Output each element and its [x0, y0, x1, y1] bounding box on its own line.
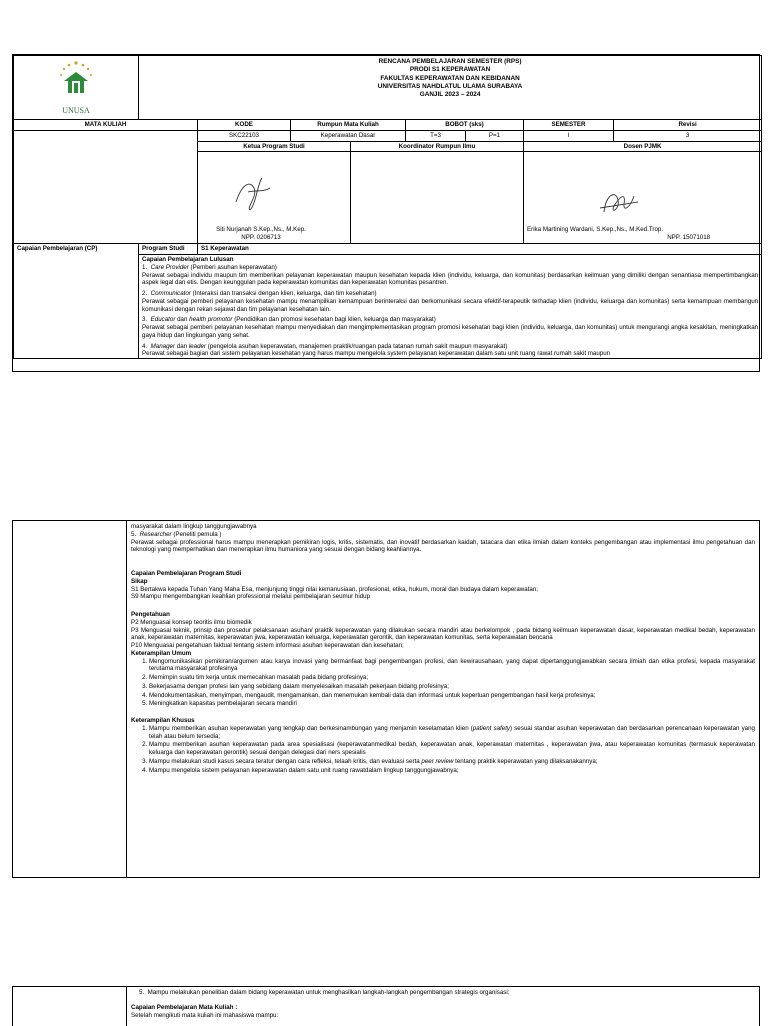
ku-item: 4. Mendokumentasikan, menyimpan, mengaudit, mengamankan, dan menemukan kembali data dan informasi untuk keperluan pengembangan hasil kerja profesinya; — [149, 692, 755, 700]
rps-page-1 — [12, 54, 760, 372]
kaprodi-signature — [228, 174, 278, 214]
kk-title: Keterampilan Khusus — [131, 717, 195, 724]
kode-value: SKC22103 — [198, 130, 291, 141]
cpl-text-4: Perawat sebagai bagian dari sistem pelayanan kesehatan yang harus mampu mengelola system pelayanan keperawatan dalam satu unit ruang rawat rumah sakit maupun — [142, 350, 611, 358]
kaprodi-name: Siti Nurjanah S.Kep.,Ns., M.Kep. — [216, 225, 306, 233]
dosen-sign-cell — [524, 152, 762, 244]
pengetahuan-item: P2 Menguasai konsep teoritis ilmu biomedik — [131, 618, 252, 626]
ku-item: 3. Bekerjasama dengan profesi lain yang sebidang dalam menyelesaikan masalah pekerjaan bidang profesinya; — [149, 683, 755, 691]
ku-title: Keterampilan Umum — [131, 649, 192, 657]
pengetahuan-title: Pengetahuan — [131, 611, 170, 618]
header-rumpun: Rumpun Mata Kuliah — [291, 120, 406, 131]
kk-item: 3. Mampu melakukan studi kasus secara teratur dengan cara refleksi, telaah kritis, dan evaluasi serta peer review tentang praktik keperawatan yang dilaksanakannya; — [149, 758, 755, 766]
title-line: RENCANA PEMBELAJARAN SEMESTER (RPS) — [378, 58, 522, 65]
ku-item: 2. Memimpin suatu tim kerja untuk memecahkan masalah pada bidang profesinya; — [149, 674, 755, 682]
title-line: GANJIL 2023 – 2024 — [419, 91, 481, 99]
cpl-content — [139, 255, 762, 359]
unusa-logo — [56, 59, 96, 103]
cp-label: Capaian Pembelajaran (CP) — [14, 244, 139, 359]
cpps-title: Capaian Pembelajaran Program Studi — [131, 570, 242, 577]
ku-item: 5. Meningkatkan kapasitas pembelajaran secara mandiri — [149, 700, 755, 708]
cpmk-intro: Setelah mengikuti mata kuliah ini mahasiswa mampu: — [131, 1011, 279, 1019]
pengetahuan-item: P3 Menguasai teknik, prinsip dan prosedur pelaksanaan asuhan/ praktik keperawatan yang dilakukan secara mandiri atau berkelompok , pada bidang keilmuan keperawatan dasar, keperawatan medikal bedah, keperawatan anak, keperawatan maternitas, keperawatan jiwa, keperawatan keluarga, keperawatan gerontik, dan keperawatan komunitas, serta keperawatan bencana — [131, 626, 755, 642]
left-column-empty — [13, 987, 127, 1026]
ku-list — [131, 658, 755, 709]
page2-content — [127, 521, 759, 877]
header-bobot: BOBOT (sks) — [406, 120, 524, 131]
cpl-text-5: Perawat sebagai professional harus mampu menerapkan pemikiran logis, kritis, sistematis, dan inovatif berdasarkan kaidah, tatacara dan etika ilmiah dalam konteks pengembangan atau implementasi ilmu pengetahuan dan teknologi yang memperhatikan dan menerapkan ilmu humaniora yang sesuai dengan bidang keahliannya. — [131, 538, 755, 554]
kk-item: 1. Mampu memberikan asuhan keperawatan yang lengkap dan berkesinambungan yang menjamin keselamatan klien (patient safety) sesuai standar asuhan keperawatan dan berdasarkan perencanaan keperawatan yang telah atau belum tersedia; — [149, 725, 755, 741]
sikap-item: S1 Bertakwa kepada Tuhan Yang Maha Esa, menjunjung tinggi nilai kemanusiaan, profesional, etika, hukum, moral dan budaya dalam keperawatan; — [131, 585, 539, 593]
cpl-text-2: Perawat sebagai pemberi pelayanan kesehatan mampu menampilkan kemampuan berinteraksi dan berkomunikasi secara efektif-terapeutik terhadap klien (individu, keluarga dan komunitas) serta kemampuan membangun komunikasi dengan rekan sejawat dan tim pelayanan kesehatan lain. — [142, 297, 759, 313]
kk-item: 4. Mampu mengelola sistem pelayanan keperawatan dalam satu unit ruang rawatdalam lingkup tanggungjawabnya; — [149, 767, 755, 775]
bobot-t: T=3 — [406, 130, 466, 141]
header-kode: KODE — [198, 120, 291, 131]
rps-page-2 — [12, 520, 760, 878]
cpl-role-2: 2. Communicator (Interaksi dan transaksi dengan klien, keluarga, dan tim kesehatan) — [142, 290, 377, 297]
header-semester: SEMESTER — [524, 120, 614, 131]
cpl-text-3: Perawat sebagai pemberi pelayanan kesehatan mampu menyediakan dan mengimplementasikan program promosi kesehatan bagi klien (individu, keluarga, dan komunitas) untuk mengurangi angka kesakitan, meningkatkan gaya hidup dan lingkungan yang sehat. — [142, 324, 759, 339]
logo-text: UNUSA — [62, 105, 90, 115]
kaprodi-sign-cell — [198, 152, 351, 244]
cpl-role-3: 3. Educator dan health promotor (Pendidikan dan promosi kesehatan bagi klien, keluarga dan masyarakat) — [142, 316, 436, 324]
revisi-value: 3 — [614, 130, 762, 141]
dosen-name: Erika Martining Wardani, S.Kep.,Ns., M.Ked.Trop. — [527, 225, 664, 233]
rps-title-block — [139, 56, 762, 120]
empty-cell — [14, 130, 198, 244]
title-line: FAKULTAS KEPERAWATAN DAN KEBIDANAN — [380, 74, 520, 82]
prodi-label: Program Studi — [139, 244, 198, 255]
cpl-title: Capaian Pembelajaran Lulusan — [142, 256, 234, 263]
pengetahuan-item: P10 Menguasai pengetahuan faktual tentang sistem informasi asuhan keperawatan dan kesehatan; — [131, 642, 404, 649]
cpmk-title: Capaian Pembelajaran Mata Kuliah : — [131, 1003, 238, 1011]
rumpun-value: Keperawatan Dasar — [291, 130, 406, 141]
kaprodi-header: Ketua Program Studi — [198, 141, 351, 152]
prodi-value: S1 Keperawatan — [198, 244, 762, 255]
cpl-role-4: 4. Manager dan leader (pengelola asuhan keperawatan, manajemen praktik/ruangan pada tatanan rumah sakit maupun masyarakat) — [142, 342, 508, 350]
kk-list — [131, 725, 755, 775]
dosen-signature — [594, 182, 644, 222]
cpl-role-5: 5. Researcher (Peneliti pemula ) — [131, 530, 222, 538]
title-line: UNIVERSITAS NAHDLATUL ULAMA SURABAYA — [377, 82, 523, 90]
bobot-p: P=1 — [466, 130, 524, 141]
dosen-npp: NPP. 15071018 — [667, 233, 711, 241]
koordinator-sign-cell — [351, 152, 524, 244]
rps-header-table — [13, 55, 762, 359]
koordinator-header: Koordinator Rumpun Ilmu — [351, 141, 524, 152]
logo-cell — [14, 56, 139, 120]
kk-item-5: 5. Mampu melakukan penelitian dalam bidang keperawatan untuk menghasilkan langkah-langkah pengembangan strategis organisasi; — [139, 989, 510, 996]
ku-item: 1. Mengomunikasikan pemikiran/argumen atau karya inovasi yang bermanfaat bagi pengembangan profesi, dan kewirausahaan, yang dapat dipertanggungjawabkan secara ilmiah dan etika profesi, kepada masyarakat terutama masyarakat profesinya — [149, 658, 755, 674]
cpl-role-1: 1. Care Provider (Pemberi asuhan keperawatan) — [142, 263, 277, 271]
kk-item: 2. Mampu memberikan asuhan keperawatan pada area spesialisasi (keperawatanmedikal bedah, keperawatan anak, keperawatan maternitas , keperawatan jiwa, atau keperawatan komunitas (termasuk keperawatan keluarga dan keperawatan gerontik) sesuai dengan delegasi dari ners spesialis — [149, 741, 755, 757]
left-column-empty — [13, 521, 127, 877]
header-mata-kuliah: MATA KULIAH — [14, 120, 198, 131]
semester-value: I — [524, 130, 614, 141]
sikap-title: Sikap — [131, 577, 148, 585]
sikap-item: S9 Mampu mengembangkan keahlian professional melalui pembelajaran seumur hidup — [131, 593, 371, 601]
title-line: PRODI S1 KEPERAWATAN — [409, 66, 491, 74]
header-revisi: Revisi — [614, 120, 762, 131]
mgr-continued: masyarakat dalam lingkup tanggungjawabnya — [131, 523, 257, 530]
rps-page-3 — [12, 986, 760, 1026]
dosen-header: Dosen PJMK — [524, 141, 762, 152]
kaprodi-npp: NPP. 0206713 — [241, 233, 281, 241]
page3-content — [127, 987, 759, 1026]
cpl-text-1: Perawat sebagai individu maupun tim memberikan pelayanan keperawatan maupun kesehatan kepada klien (individu, keluarga, dan komunitas) berdasarkan keilmuan yang dimiliki dengan senantiasa mempertimbangkan aspek legal dan etis. Dengan keunggulan pada keperawatan komunitas dan keperawatan komunitas pesantren. — [142, 271, 759, 287]
